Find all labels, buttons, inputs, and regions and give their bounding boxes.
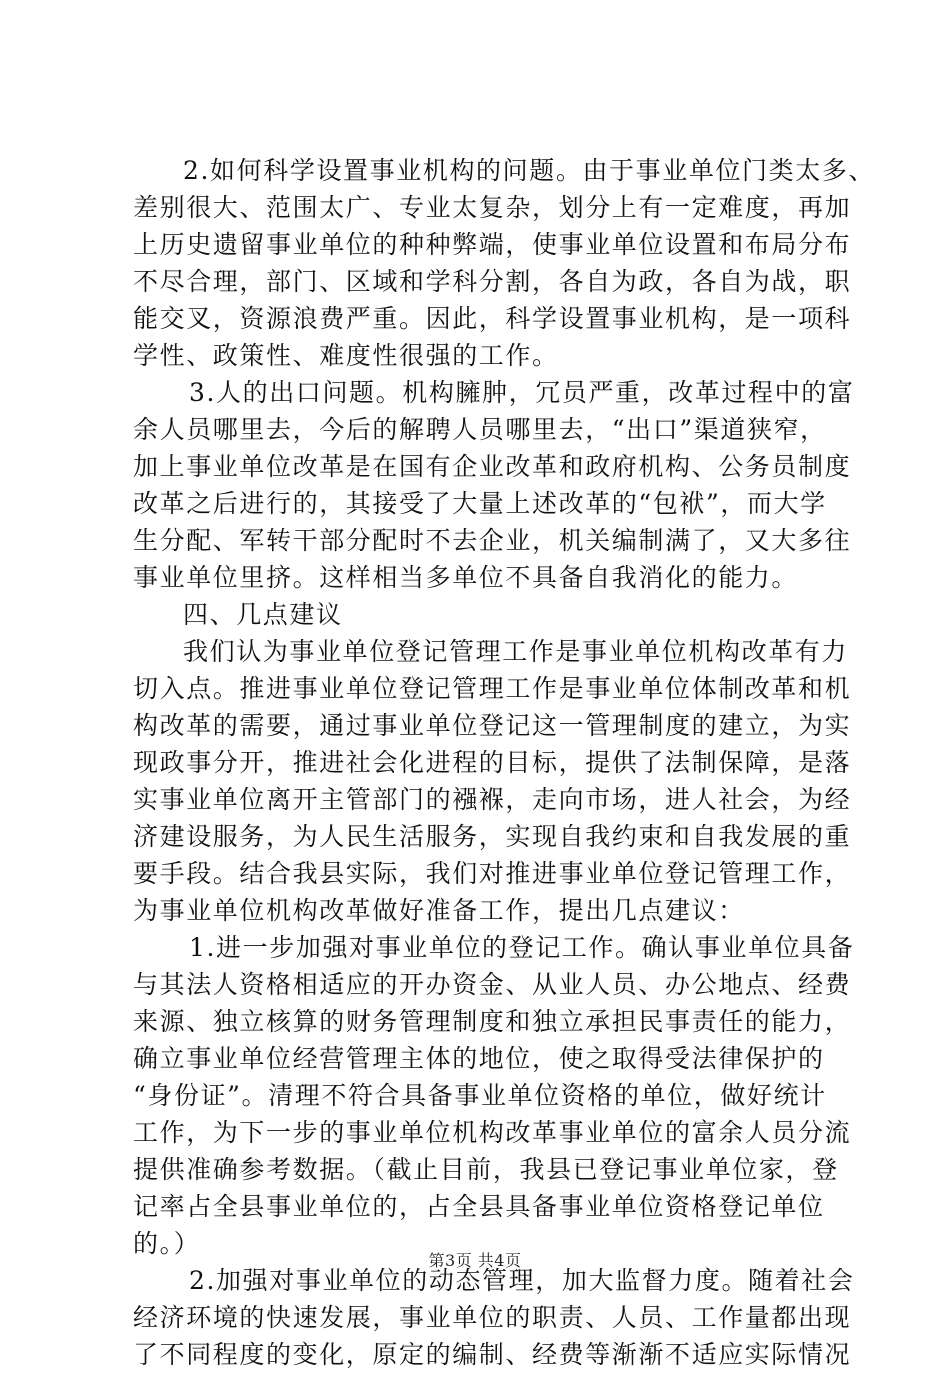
paragraph-line: 事业单位里挤。这样相当多单位不具备自我消化的能力。 bbox=[133, 563, 799, 592]
paragraph-line: 3.人的出口问题。机构臃肿，冗员严重，改革过程中的富 bbox=[189, 378, 855, 407]
paragraph-line: 余人员哪里去，今后的解聘人员哪里去，“出口”渠道狭窄， bbox=[133, 415, 827, 444]
paragraph-line: 2.加强对事业单位的动态管理，加大监督力度。随着社会 bbox=[189, 1266, 855, 1295]
paragraph-line: 经济环境的快速发展，事业单位的职责、人员、工作量都出现 bbox=[133, 1303, 852, 1332]
paragraph-line: 加上事业单位改革是在国有企业改革和政府机构、公务员制度 bbox=[133, 452, 852, 481]
paragraph-line: 了不同程度的变化，原定的编制、经费等渐渐不适应实际情况 bbox=[133, 1340, 852, 1369]
paragraph-line: 学性、政策性、难度性很强的工作。 bbox=[133, 341, 559, 370]
paragraph-line: 实事业单位离开主管部门的襁褓，走向市场，进人社会，为经 bbox=[133, 785, 852, 814]
paragraph-line: 构改革的需要，通过事业单位登记这一管理制度的建立，为实 bbox=[133, 711, 852, 740]
paragraph-line: 记率占全县事业单位的，占全县具备事业单位资格登记单位 bbox=[133, 1192, 825, 1221]
section-heading: 四、几点建议 bbox=[183, 600, 343, 629]
paragraph-line: “身份证”。清理不符合具备事业单位资格的单位，做好统计 bbox=[133, 1081, 827, 1110]
paragraph-line: 切入点。推进事业单位登记管理工作是事业单位体制改革和机 bbox=[133, 674, 852, 703]
paragraph-line: 济建设服务，为人民生活服务，实现自我约束和自我发展的重 bbox=[133, 822, 852, 851]
paragraph-line: 差别很大、范围太广、专业太复杂，划分上有一定难度，再加 bbox=[133, 193, 852, 222]
paragraph-line: 改革之后进行的，其接受了大量上述改革的“包袱”，而大学 bbox=[133, 489, 827, 518]
paragraph-line: 来源、独立核算的财务管理制度和独立承担民事责任的能力， bbox=[133, 1007, 852, 1036]
paragraph-line: 的。） bbox=[133, 1229, 201, 1258]
document-body bbox=[133, 152, 876, 1373]
paragraph-line: 提供准确参考数据。（截止目前，我县已登记事业单位家，登 bbox=[133, 1155, 839, 1184]
paragraph-line: 能交叉，资源浪费严重。因此，科学设置事业机构，是一项科 bbox=[133, 304, 852, 333]
paragraph-line: 上历史遗留事业单位的种种弊端，使事业单位设置和布局分布 bbox=[133, 230, 852, 259]
paragraph-line: 生分配、军转干部分配时不去企业，机关编制满了，又大多往 bbox=[133, 526, 852, 555]
paragraph-line: 2.如何科学设置事业机构的问题。由于事业单位门类太多、 bbox=[183, 156, 876, 185]
paragraph-line: 工作，为下一步的事业单位机构改革事业单位的富余人员分流 bbox=[133, 1118, 852, 1147]
paragraph-line: 1.进一步加强对事业单位的登记工作。确认事业单位具备 bbox=[189, 933, 855, 962]
paragraph-line: 不尽合理，部门、区域和学科分割，各自为政，各自为战，职 bbox=[133, 267, 852, 296]
paragraph-line: 我们认为事业单位登记管理工作是事业单位机构改革有力 bbox=[183, 637, 849, 666]
paragraph-line: 为事业单位机构改革做好准备工作，提出几点建议： bbox=[133, 896, 745, 925]
paragraph-line: 与其法人资格相适应的开办资金、从业人员、办公地点、经费 bbox=[133, 970, 852, 999]
paragraph-line: 确立事业单位经营管理主体的地位，使之取得受法律保护的 bbox=[133, 1044, 825, 1073]
paragraph-line: 要手段。结合我县实际，我们对推进事业单位登记管理工作， bbox=[133, 859, 852, 888]
paragraph-line: 现政事分开，推进社会化进程的目标，提供了法制保障，是落 bbox=[133, 748, 852, 777]
page-number-footer: 第3页 共4页 bbox=[428, 1251, 522, 1270]
